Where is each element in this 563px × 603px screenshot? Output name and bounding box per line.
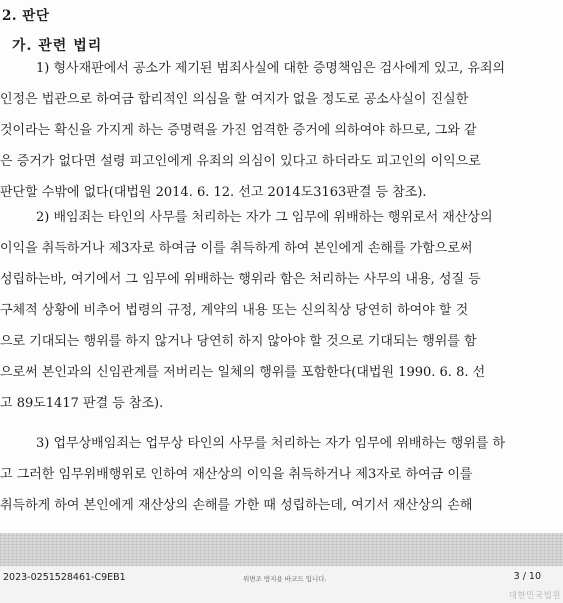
paragraph-line: 3) 업무상배임죄는 업무상 타인의 사무를 처리하는 자가 임무에 위배하는 행위를 하 [36,436,506,451]
paragraph-line: 으로 기대되는 행위를 하지 않거나 당연히 하지 않아야 할 것으로 기대되는 행위를 함 [0,334,477,349]
paragraph-line: 성립하는바, 여기에서 그 임무에 위배하는 행위라 함은 처리하는 사무의 내용, 성질 등 [0,272,481,287]
paragraph-line: 인정은 법관으로 하여금 합리적인 의심을 할 여지가 없을 정도로 공소사실이 진실한 [0,92,469,107]
paragraph-line: 으로써 본인과의 신임관계를 저버리는 일체의 행위를 포함한다(대법원 1990. 6. 8. 선 [0,365,486,380]
document-id: 2023-0251528461-C9EB1 [3,572,126,583]
paragraph-3 [0,428,553,521]
paragraph-line: 2) 배임죄는 타인의 사무를 처리하는 자가 그 임무에 위배하는 행위로서 재산상의 [36,210,493,225]
sub-heading: 가. 관련 법리 [12,38,103,54]
paragraph-line: 구체적 상황에 비추어 법령의 규정, 계약의 내용 또는 신의칙상 당연히 하여야 할 것 [0,303,469,318]
paragraph-line: 은 증거가 없다면 설령 피고인에게 유죄의 의심이 있다고 하더라도 피고인의 이익으로 [0,154,481,169]
section-heading: 2. 판단 [2,8,50,24]
paragraph-line: 고 그러한 임무위배행위로 인하여 재산상의 이익을 취득하거나 제3자로 하여금 이를 [0,467,473,482]
paragraph-line: 취득하게 하여 본인에게 재산상의 손해를 가한 때 성립하는데, 여기서 재산상의 손해 [0,498,473,513]
barcode-note: 위변조 방지용 바코드 입니다. [243,575,327,583]
anti-forgery-barcode-band [0,533,563,566]
paragraph-line: 판단할 수밖에 없다(대법원 2014. 6. 12. 선고 2014도3163판결 등 참조). [0,185,427,200]
paragraph-1 [0,53,553,208]
paragraph-2 [0,202,553,419]
page-number: 3 / 10 [513,571,541,582]
paragraph-line: 고 89도1417 판결 등 참조). [0,396,164,411]
issuer-seal: 대한민국법원 [508,591,561,601]
paragraph-line: 이익을 취득하거나 제3자로 하여금 이를 취득하게 하여 본인에게 손해를 가함으로써 [0,241,473,256]
page-footer [0,566,563,603]
paragraph-line: 1) 형사재판에서 공소가 제기된 범죄사실에 대한 증명책임은 검사에게 있고, 유죄의 [36,61,506,76]
paragraph-line: 것이라는 확신을 가지게 하는 증명력을 가진 엄격한 증거에 의하여야 하므로, 그와 같 [0,123,477,138]
